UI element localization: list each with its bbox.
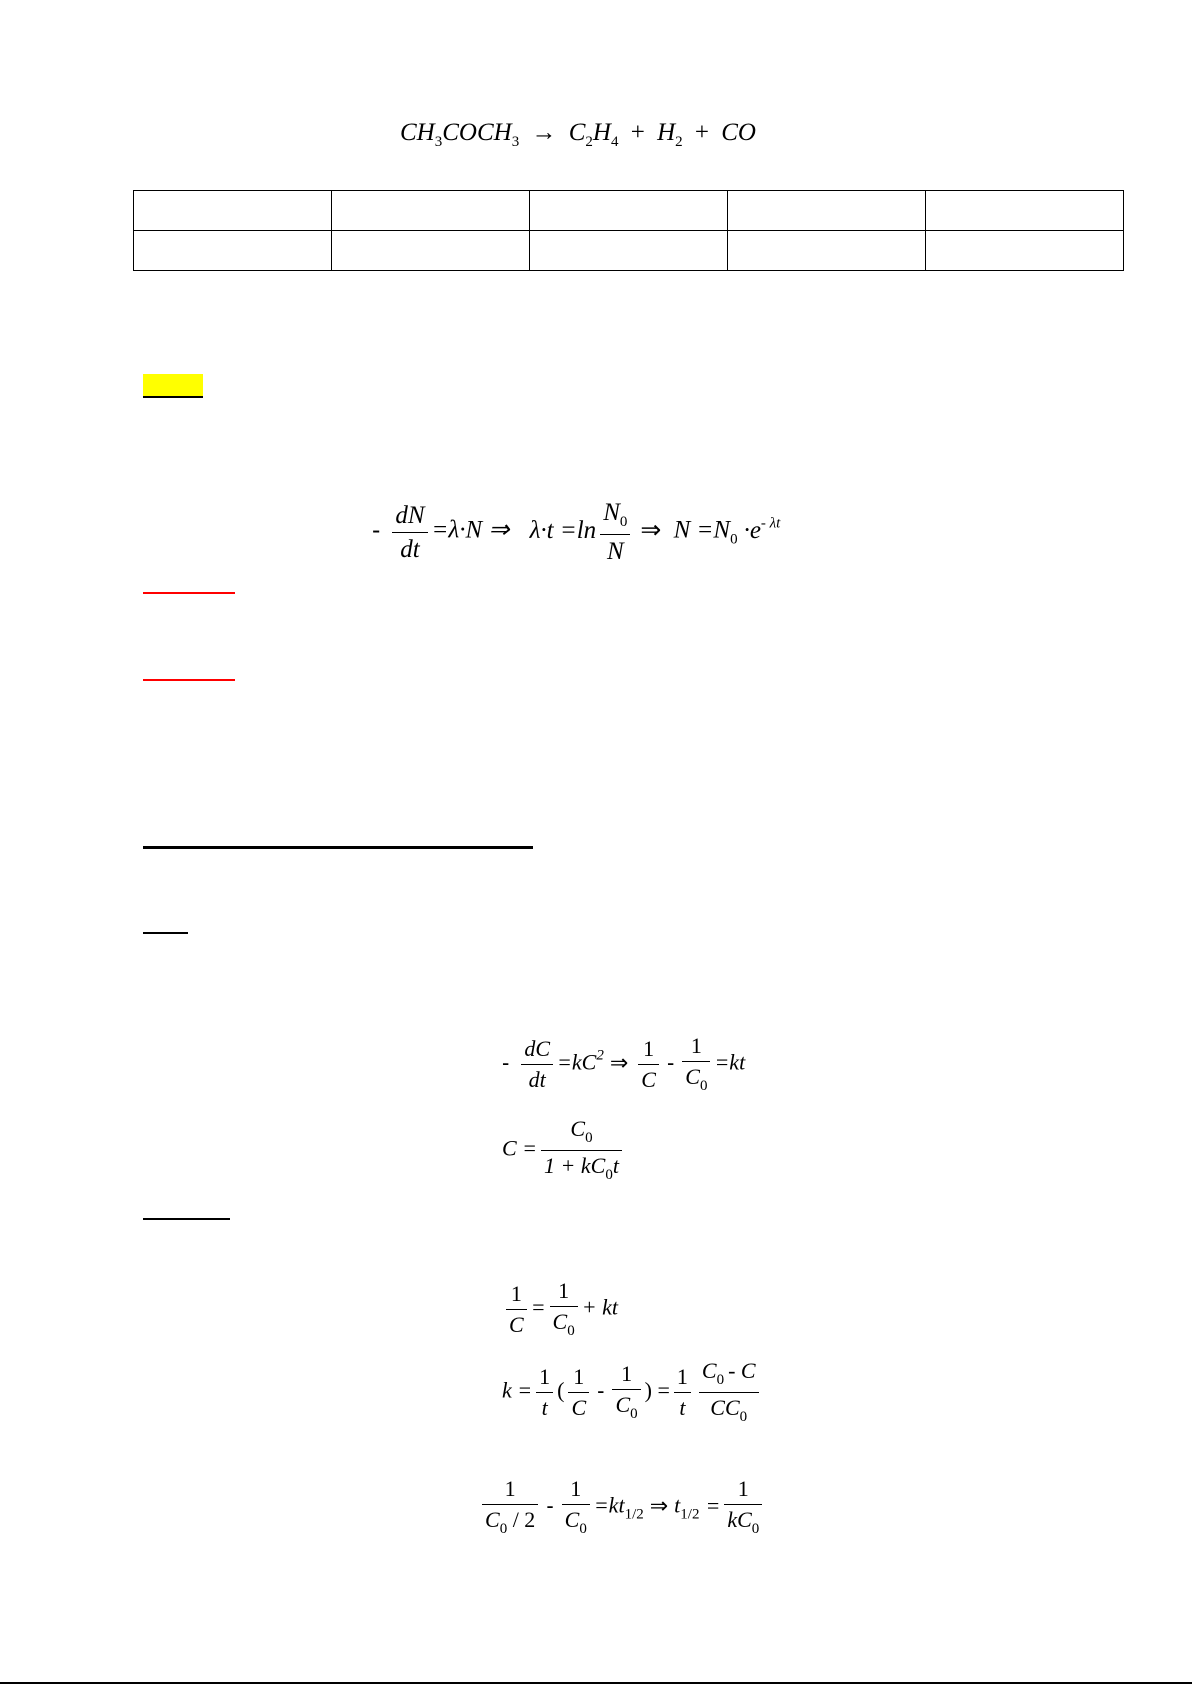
- second-order-rate-equation: - $\frac{dC}{dt}$ $=kC^2$ ⇒ $\frac{1}{C}$ - $\frac{1}{C_0}$ =kt: [502, 1033, 746, 1094]
- section-heading-underline: [143, 846, 533, 849]
- table-cell: [332, 231, 530, 271]
- linear-form-equation: $\frac{1}{C}$ = $\frac{1}{C_0}$ + kt: [502, 1280, 618, 1339]
- red-underline-mark: [143, 592, 235, 594]
- concentration-solution: C = $\frac{C_0}{1 + kC_0t}$: [502, 1118, 626, 1183]
- table-cell: [332, 191, 530, 231]
- page-bottom-rule: [0, 1682, 1192, 1684]
- reaction-equation: $CH_3COCH_3 \to C_2H_4 + H_2$ + CO: [400, 119, 756, 150]
- arrow-symbol: →: [531, 119, 557, 146]
- decay-equation: - $\frac{dN}{dt}$ =λ·N ⇒ λ·t =ln $\frac{N_0}{N}$ ⇒ $N =N_0 \cdot e^{- \lambda t}$: [372, 499, 781, 565]
- table-row: [134, 231, 1124, 271]
- half-life-equation: $\frac{1}{C_0 / 2}$ - $\frac{1}{C_0}$ $=kt_{1/2}$ ⇒ $t_{1/2}$ = $\frac{1}{kC_0}$: [478, 1478, 766, 1537]
- red-underline-mark: [143, 679, 235, 681]
- table-cell: [728, 191, 926, 231]
- table-cell: [926, 231, 1124, 271]
- table-cell: [530, 231, 728, 271]
- subheading-underline: [143, 932, 188, 934]
- table-cell: [530, 191, 728, 231]
- table-cell: [728, 231, 926, 271]
- table-cell: [926, 191, 1124, 231]
- data-table: [133, 190, 1124, 271]
- table-cell: [134, 231, 332, 271]
- table-row: [134, 191, 1124, 231]
- rate-constant-expression: k = $\frac{1}{t}$ ( $\frac{1}{C}$ - $\frac{1}{C_0}$ ) = $\frac{1}{t}$ $\frac{C_0 - C}{CC_0}$: [502, 1360, 763, 1425]
- table-cell: [134, 191, 332, 231]
- highlight-mark: [143, 374, 203, 398]
- subheading-underline: [143, 1218, 230, 1220]
